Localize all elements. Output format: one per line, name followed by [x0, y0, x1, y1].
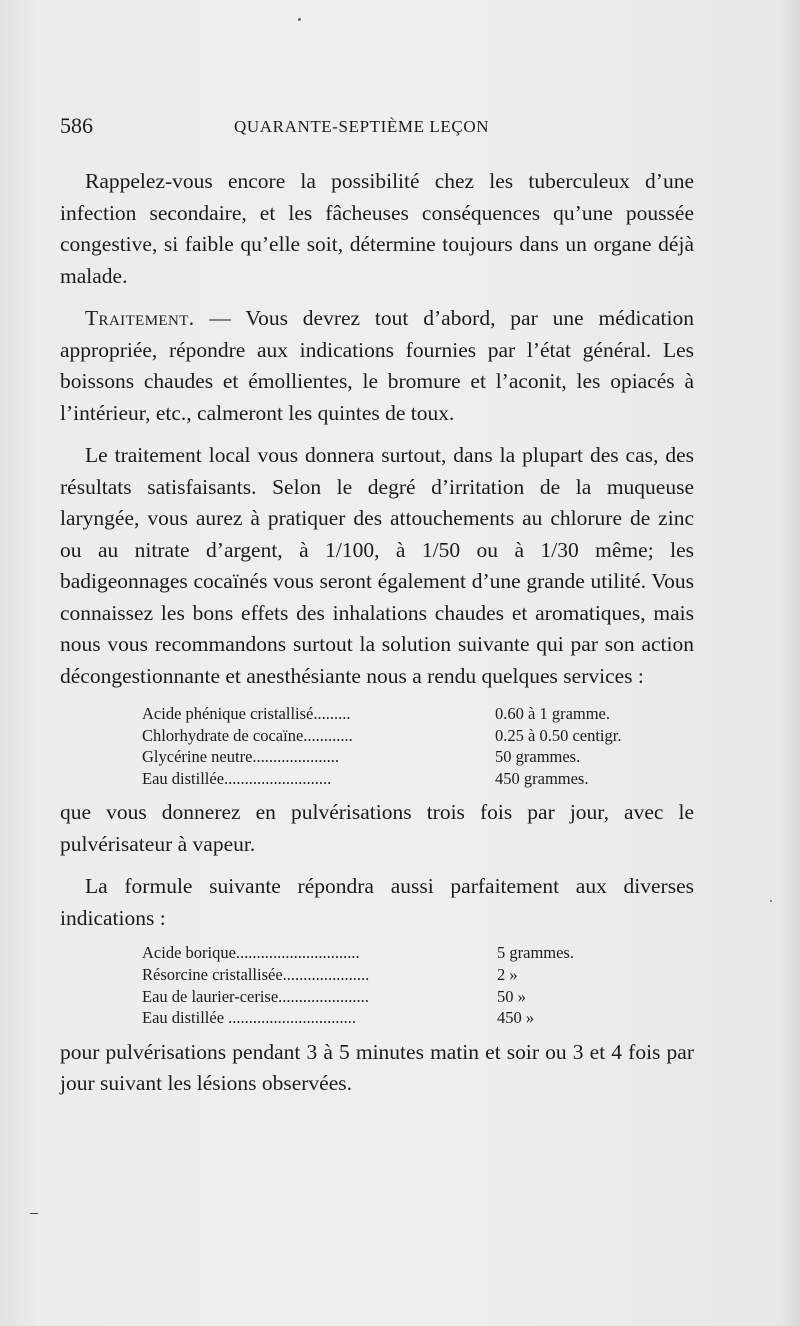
margin-mark	[30, 1213, 38, 1214]
paragraph-tuberculosis: Rappelez-vous encore la possibilité chez les tuberculeux d’une infection secondaire, et les fâcheuses conséquences qu’une poussée congestive, si faible qu’elle soit, détermine toujours dans un organe déjà malade.	[60, 169, 694, 288]
formula-row	[142, 1007, 694, 1029]
paragraph-second-formula-intro: La formule suivante répondra aussi parfaitement aux diverses indications :	[60, 874, 694, 930]
body-text	[60, 166, 694, 1100]
paragraph-treatment-text: — Vous devrez tout d’abord, par une médication appropriée, répondre aux indications fournies par l’état général. Les boissons chaudes et émollientes, le bromure et l’aconit, les opiacés à l’intérieur, etc., calmeront les quintes de toux.	[60, 306, 694, 425]
paragraph-closing: pour pulvérisations pendant 3 à 5 minutes matin et soir ou 3 et 4 fois par jour suivant les lésions observées.	[60, 1039, 694, 1096]
print-speck	[298, 18, 301, 21]
ingredient-quantity: 2 »	[497, 964, 518, 984]
formula-row	[142, 725, 694, 747]
ingredient-quantity: 0.25 à 0.50 centigr.	[495, 725, 622, 745]
ingredient-name: Résorcine cristallisée.....................	[142, 964, 370, 984]
ingredient-name: Glycérine neutre.....................	[142, 747, 340, 767]
formula-pulverisation	[60, 942, 694, 1028]
running-title: QUARANTE-SEPTIÈME LEÇON	[234, 117, 490, 136]
formula-row	[142, 768, 694, 790]
page-number: 586	[60, 113, 93, 138]
paragraph-local-treatment: Le traitement local vous donnera surtout, dans la plupart des cas, des résultats satisfaisants. Selon le degré d’irritation de la muqueuse laryngée, vous aurez à pratiquer des attouchements au chlorure de zinc ou au nitrate d’argent, à 1/100, à 1/50 ou à 1/30 même; les badigeonnages cocaïnés vous seront également d’une grande utilité. Vous connaissez les bons effets des inhalations chaudes et aromatiques, mais nous vous recommandons surtout la solution suivante qui par son action décongestionnante et anesthésiante nous a rendu quelques services :	[60, 443, 694, 688]
ingredient-quantity: 0.60 à 1 gramme.	[495, 704, 611, 723]
ingredient-quantity: 50 grammes.	[495, 747, 581, 767]
ingredient-quantity: 450 »	[497, 1008, 535, 1028]
formula-row	[142, 942, 694, 964]
section-heading-treatment: Traitement.	[85, 306, 195, 330]
page-header	[60, 113, 700, 143]
formula-row	[142, 746, 694, 768]
formula-row	[142, 986, 694, 1008]
ingredient-name: Chlorhydrate de cocaïne............	[142, 725, 353, 745]
ingredient-name: Acide phénique cristallisé.........	[142, 704, 351, 723]
formula-row	[142, 703, 694, 725]
ingredient-name: Acide borique..............................	[142, 943, 360, 963]
ingredient-quantity: 50 »	[497, 986, 526, 1006]
ingredient-quantity: 450 grammes.	[495, 768, 589, 788]
formula-row	[142, 964, 694, 986]
formula-inhalation	[60, 703, 694, 789]
ingredient-name: Eau distillée..........................	[142, 768, 332, 788]
print-speck	[770, 900, 772, 902]
ingredient-name: Eau distillée ...............................	[142, 1008, 357, 1028]
paragraph-pulverisations: que vous donnerez en pulvérisations trois fois par jour, avec le pulvérisateur à vapeur.	[60, 800, 694, 856]
paragraph-treatment	[60, 303, 694, 429]
ingredient-name: Eau de laurier-cerise......................	[142, 986, 369, 1006]
ingredient-quantity: 5 grammes.	[497, 943, 574, 963]
